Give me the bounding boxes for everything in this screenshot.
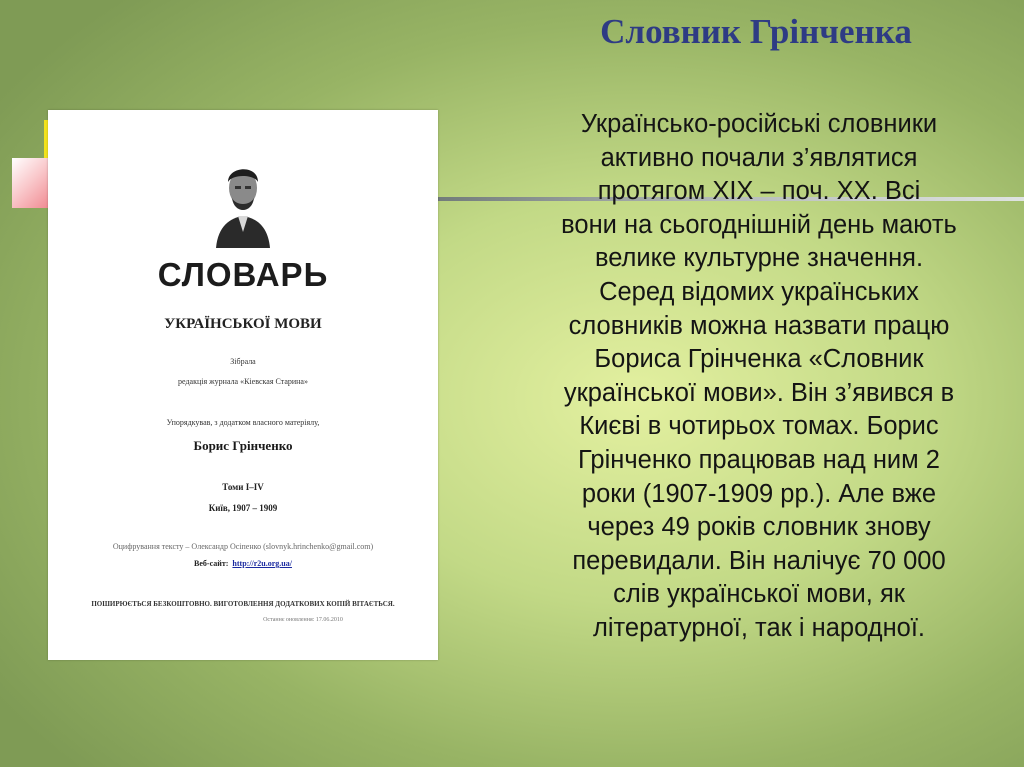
cover-digitized: Оцифрування тексту – Олександр Осіпенко (slovnyk.hrinchenko@gmail.com)	[112, 542, 374, 551]
body-line: вони на сьогоднішній день мають	[561, 210, 957, 239]
body-text	[500, 108, 1018, 646]
cover-website-label: Веб-сайт:	[194, 559, 229, 568]
body-line: через 49 років словник знову	[587, 513, 931, 542]
cover-editorial: редакція журнала «Кіевская Старина»	[178, 377, 308, 386]
cover-subtitle: УКРАЇНСЬКОЇ МОВИ	[164, 316, 322, 332]
body-line: словників можна назвати працю	[568, 311, 950, 340]
body-line: велике культурне значення.	[594, 244, 924, 273]
cover-website-link[interactable]: http://r2u.org.ua/	[232, 559, 292, 568]
body-line: перевидали. Він налічує 70 000	[572, 546, 946, 575]
body-line: слів української мови, як	[613, 580, 905, 609]
body-line: Бориса Грінченка «Словник	[594, 345, 924, 374]
cover-updated: Останнє оновлення: 17.06.2010	[263, 617, 343, 623]
cover-place-year: Київ, 1907 – 1909	[208, 503, 278, 513]
body-line: Києві в чотирьох томах. Борис	[579, 412, 939, 441]
cover-author: Борис Грінченко	[193, 438, 293, 453]
book-cover-image	[48, 110, 438, 660]
author-portrait-icon	[208, 148, 278, 248]
body-line: Грінченко працював над ним 2	[578, 445, 940, 474]
body-line: Серед відомих українських	[599, 277, 919, 306]
cover-arranged: Упорядкував, з додатком власного матеріялу,	[166, 418, 320, 427]
body-line: роки (1907-1909 рр.). Але вже	[581, 479, 937, 508]
cover-title: СЛОВАРЬ	[157, 256, 329, 293]
body-line: літературної, так і народної.	[593, 613, 925, 642]
cover-volumes: Томи I–IV	[222, 482, 264, 492]
cover-website	[48, 559, 438, 568]
body-line: активно почали з’являтися	[600, 143, 918, 172]
body-line: протягом XIX – поч. XX. Всі	[597, 177, 921, 206]
body-line: Українсько-російські словники	[580, 110, 938, 138]
slide-title: Словник Грінченка	[600, 12, 912, 51]
cover-notice: ПОШИРЮЄТЬСЯ БЕЗКОШТОВНО. ВИГОТОВЛЕННЯ ДОДАТКОВИХ КОПІЙ ВІТАЄТЬСЯ.	[91, 600, 395, 608]
cover-compiled: Зібрала	[230, 357, 256, 366]
body-line: української мови». Він з’явився в	[563, 378, 955, 407]
